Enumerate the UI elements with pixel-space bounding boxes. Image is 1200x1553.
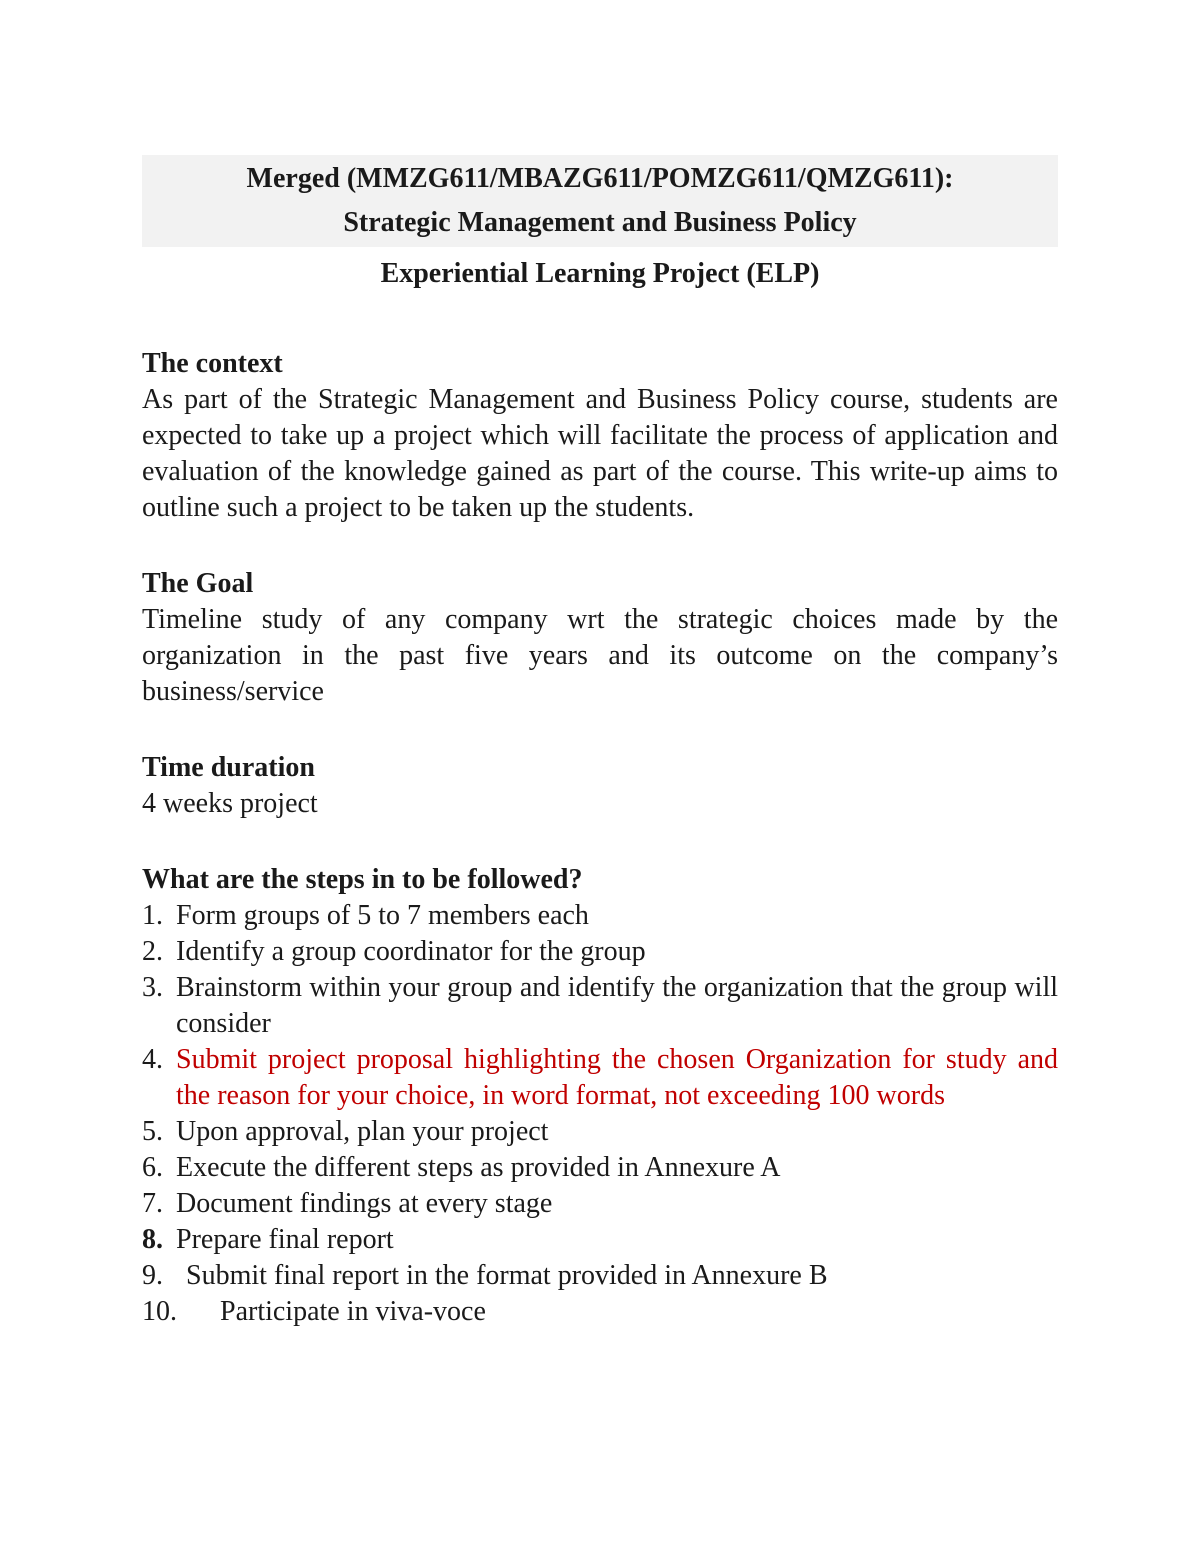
duration-body: 4 weeks project xyxy=(142,788,318,819)
list-item xyxy=(142,970,1058,1042)
context-body: As part of the Strategic Management and Business Policy course, students are expected to take up a project which will facilitate the process of application and evaluation of the knowledge gained as part of the course. This write-up aims to outline such a project to be taken up the students. xyxy=(142,384,1058,523)
step-number: 1. xyxy=(142,900,163,931)
step-number: 6. xyxy=(142,1152,163,1183)
step-number: 3. xyxy=(142,972,163,1003)
list-item xyxy=(142,1114,1058,1150)
step-text: Submit project proposal highlighting the chosen Organization for study and the reason for your choice, in word format, not exceeding 100 words xyxy=(176,1044,1058,1111)
step-number: 10. xyxy=(142,1296,177,1327)
goal-section xyxy=(142,566,1058,710)
list-item xyxy=(142,1150,1058,1186)
step-text: Prepare final report xyxy=(176,1224,394,1255)
step-text: Participate in viva-voce xyxy=(220,1296,486,1327)
step-number: 2. xyxy=(142,936,163,967)
context-heading: The context xyxy=(142,348,283,379)
step-text: Identify a group coordinator for the group xyxy=(176,936,646,967)
step-number: 7. xyxy=(142,1188,163,1219)
step-number: 5. xyxy=(142,1116,163,1147)
step-text: Document findings at every stage xyxy=(176,1188,553,1219)
step-number: 4. xyxy=(142,1044,163,1075)
list-item-highlighted xyxy=(142,1042,1058,1114)
list-item xyxy=(142,898,1058,934)
course-header xyxy=(142,155,1058,247)
steps-heading: What are the steps in to be followed? xyxy=(142,864,583,895)
step-text: Upon approval, plan your project xyxy=(176,1116,549,1147)
step-number: 9. xyxy=(142,1260,163,1291)
duration-heading: Time duration xyxy=(142,752,315,783)
goal-heading: The Goal xyxy=(142,568,254,599)
course-title: Strategic Management and Business Policy xyxy=(343,207,857,238)
step-text: Form groups of 5 to 7 members each xyxy=(176,900,589,931)
step-text: Execute the different steps as provided in Annexure A xyxy=(176,1152,781,1183)
step-text: Brainstorm within your group and identify the organization that the group will consider xyxy=(176,972,1058,1039)
steps-section xyxy=(142,862,1058,1330)
list-item xyxy=(142,1222,1058,1258)
list-item xyxy=(142,1258,1058,1294)
step-text: Submit final report in the format provided in Annexure B xyxy=(186,1260,828,1291)
steps-list xyxy=(142,898,1058,1330)
duration-section xyxy=(142,750,1058,822)
list-item xyxy=(142,1186,1058,1222)
step-number: 8. xyxy=(142,1224,163,1255)
course-codes: Merged (MMZG611/MBAZG611/POMZG611/QMZG611): xyxy=(246,163,954,194)
context-section xyxy=(142,346,1058,526)
list-item xyxy=(142,934,1058,970)
goal-body: Timeline study of any company wrt the strategic choices made by the organization in the past five years and its outcome on the company’s business/service xyxy=(142,604,1058,707)
document-subtitle: Experiential Learning Project (ELP) xyxy=(380,258,820,289)
list-item xyxy=(142,1294,1058,1330)
document-page xyxy=(142,155,1058,1330)
